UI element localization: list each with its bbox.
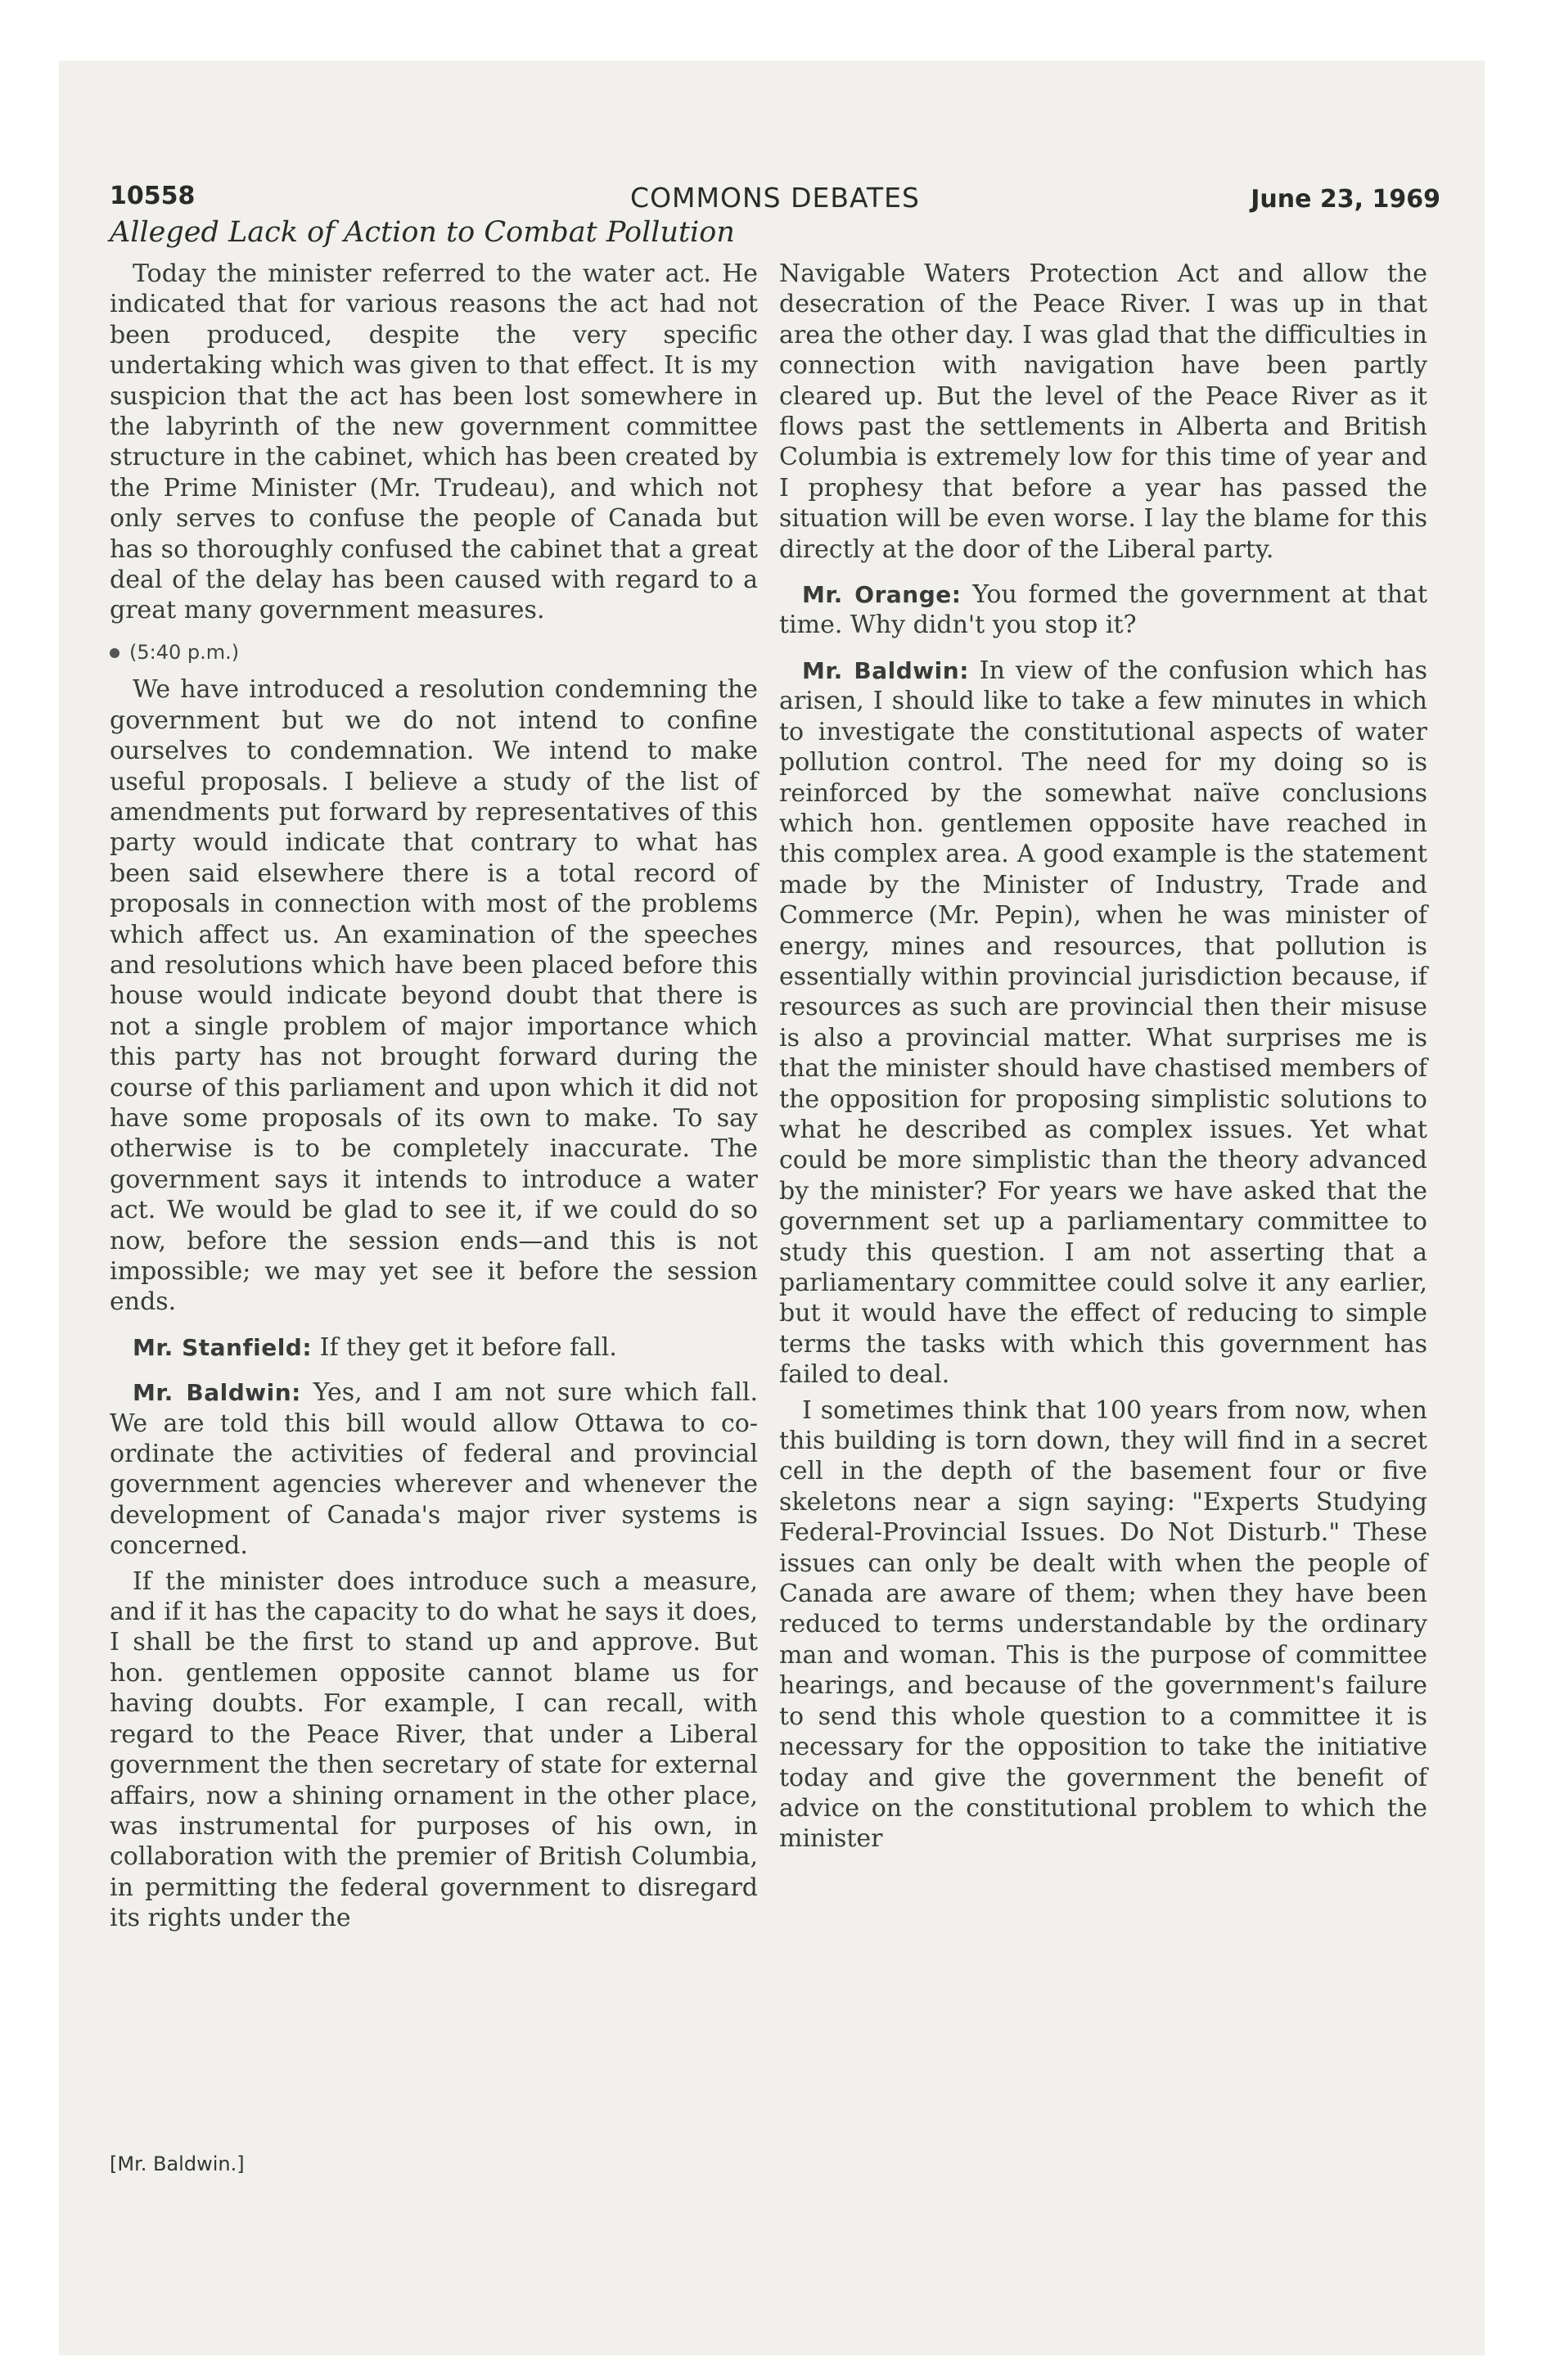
speech-baldwin	[110, 1377, 758, 1561]
publication-title: COMMONS DEBATES	[630, 182, 920, 214]
time-stamp	[110, 638, 758, 668]
speech-text: Yes, and I am not sure which fall. We are told this bill would allow Ottawa to co-ordinate the activities of federal and provincial government agencies wherever and whenever the development of Canada's major river systems is concerned.	[110, 1378, 758, 1561]
speaker-name: Mr. Stanfield:	[133, 1333, 313, 1361]
speech-text: You formed the government at that time. Why didn't you stop it?	[779, 580, 1428, 640]
right-column	[779, 259, 1427, 1855]
speech-text: In view of the confusion which has arisen, I should like to take a few minutes in which to investigate the constitutional aspects of water pollution control. The need for my doing so is reinforced by the somewhat naïve conclusions which hon. gentlemen opposite have reached in this complex area. A good example is the statement made by the Minister of Industry, Trade and Commerce (Mr. Pepin), when he was minister of energy, mines and resources, that pollution is essentially within provincial jurisdiction because, if resources as such are provincial then their misuse is also a provincial matter. What surprises me is that the minister should have chastised members of the opposition for proposing simplistic solutions to what he described as complex issues. Yet what could be more simplistic than the theory advanced by the minister? For years we have asked that the government set up a parliamentary committee to study this question. I am not asserting that a parliamentary committee could solve it any earlier, but it would have the effect of reducing to simple terms the tasks with which this government has failed to deal.	[779, 656, 1427, 1390]
speech-stanfield	[110, 1332, 758, 1363]
left-column	[110, 259, 758, 1934]
speech-text: If they get it before fall.	[312, 1332, 617, 1362]
paragraph: We have introduced a resolution condemning the government but we do not intend to confine ourselves to condemnation. We intend to make useful proposals. I believe a study of the list of amendments put forward by representatives of this party would indicate that contrary to what has been said elsewhere there is a total record of proposals in connection with most of the problems which affect us. An examination of the speeches and resolutions which have been placed before this house would indicate beyond doubt that there is not a single problem of major importance which this party has not brought forward during the course of this parliament and upon which it did not have some proposals of its own to make. To say otherwise is to be completely inaccurate. The government says it intends to introduce a water act. We would be glad to see it, if we could do so now, before the session ends—and this is not impossible; we may yet see it before the session ends.	[110, 675, 758, 1317]
speaker-name: Mr. Orange:	[802, 581, 962, 609]
page-date: June 23, 1969	[1251, 185, 1440, 214]
bullet-icon	[110, 648, 119, 658]
footer-attribution: [Mr. Baldwin.]	[110, 2152, 245, 2175]
paragraph: I sometimes think that 100 years from now, when this building is torn down, they will find in a secret cell in the depth of the basement four or five skeletons near a sign saying: "Experts Studying Federal-Provincial Issues. Do Not Disturb." These issues can only be dealt with when the people of Canada are aware of them; when they have been reduced to terms understandable by the ordinary man and woman. This is the purpose of committee hearings, and because of the government's failure to send this whole question to a committee it is necessary for the opposition to take the initiative today and give the government the benefit of advice on the constitutional problem to which the minister	[779, 1395, 1427, 1854]
paragraph: Navigable Waters Protection Act and allow the desecration of the Peace River. I was up in that area the other day. I was glad that the difficulties in connection with navigation have been partly cleared up. But the level of the Peace River as it flows past the settlements in Alberta and British Columbia is extremely low for this time of year and I prophesy that before a year has passed the situation will be even worse. I lay the blame for this directly at the door of the Liberal party.	[779, 259, 1427, 564]
section-heading: Alleged Lack of Action to Combat Pollution	[110, 216, 735, 249]
time-stamp-text: (5:40 p.m.)	[129, 640, 240, 664]
paragraph: If the minister does introduce such a measure, and if it has the capacity to do what he says it does, I shall be the first to stand up and approve. But hon. gentlemen opposite cannot blame us for having doubts. For example, I can recall, with regard to the Peace River, that under a Liberal government the then secretary of state for external affairs, now a shining ornament in the other place, was instrumental for purposes of his own, in collaboration with the premier of British Columbia, in permitting the federal government to disregard its rights under the	[110, 1566, 758, 1933]
paragraph: Today the minister referred to the water act. He indicated that for various reasons the act had not been produced, despite the very specific undertaking which was given to that effect. It is my suspicion that the act has been lost somewhere in the labyrinth of the new government committee structure in the cabinet, which has been created by the Prime Minister (Mr. Trudeau), and which not only serves to confuse the people of Canada but has so thoroughly confused the cabinet that a great deal of the delay has been caused with regard to a great many government measures.	[110, 259, 758, 625]
speech-baldwin	[779, 656, 1427, 1391]
speech-orange	[779, 579, 1427, 641]
speaker-name: Mr. Baldwin:	[802, 656, 969, 684]
speaker-name: Mr. Baldwin:	[133, 1379, 301, 1407]
page-number: 10558	[110, 182, 196, 210]
